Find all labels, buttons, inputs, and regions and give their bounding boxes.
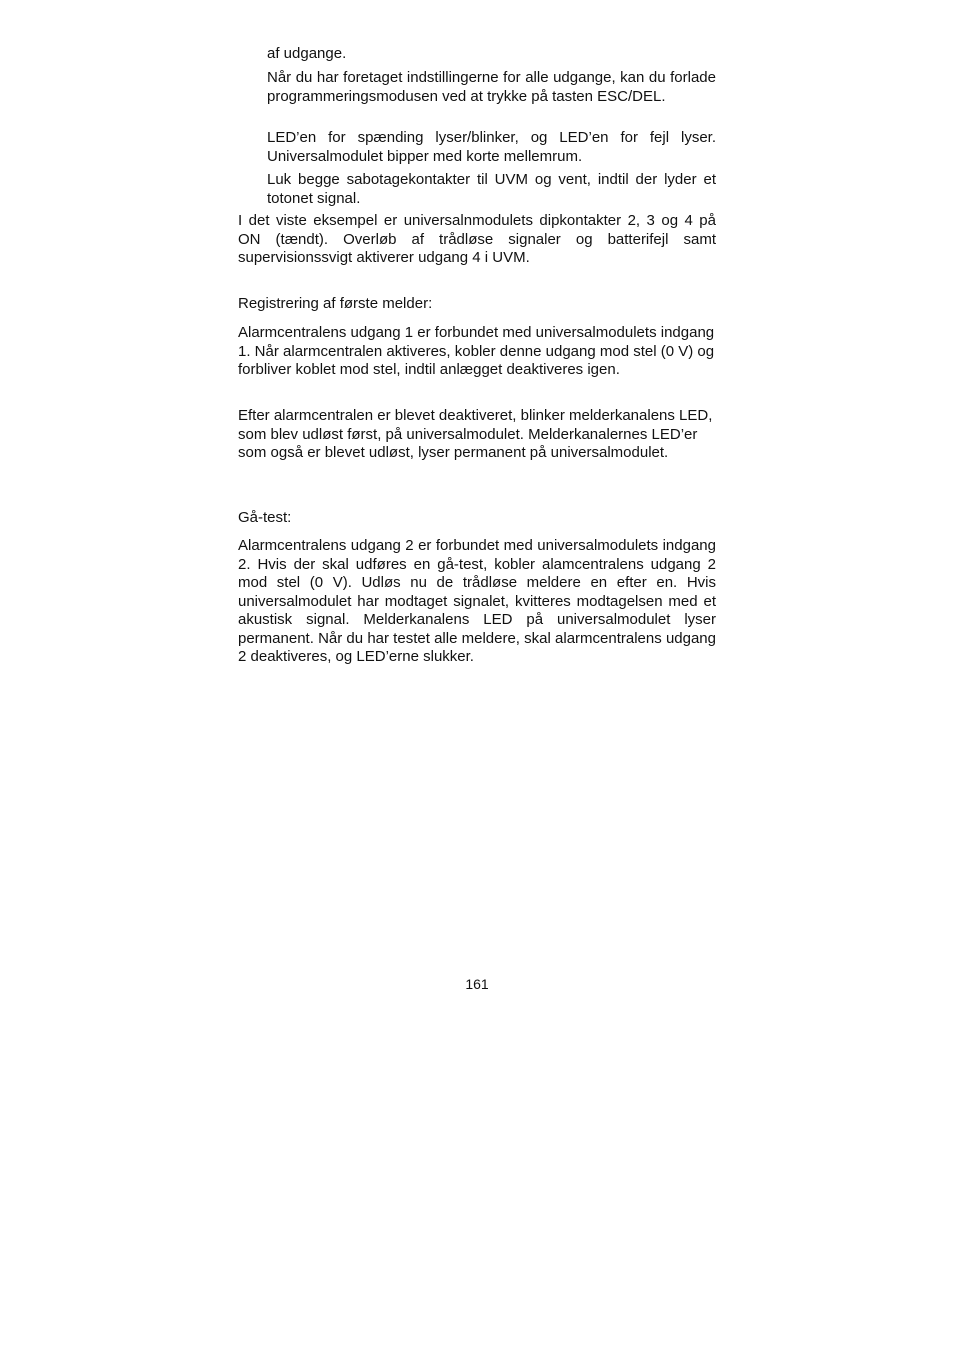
paragraph-exit-programming: Når du har foretaget indstillingerne for alle udgange, kan du forlade programmeringsmodusen ved at trykke på tasten ESC/DEL. [267,69,716,105]
paragraph-output-1: Alarmcentralens udgang 1 er forbundet med universalmodulets indgang 1. Når alarmcentralen aktiveres, kobler denne udgang mod stel (0 V) og forbliver koblet mod stel, indtil anlægget deaktiveres igen. [238,324,715,378]
paragraph-sabotage-contacts: Luk begge sabotagekontakter til UVM og vent, indtil der lyder et totonet signal. [267,171,716,207]
paragraph-led-status: LED’en for spænding lyser/blinker, og LED’en for fejl lyser. Universalmodulet bipper med korte mellemrum. [267,129,716,165]
document-page [238,0,716,1350]
paragraph-example: I det viste eksempel er universalnmodulets dipkontakter 2, 3 og 4 på ON (tændt). Overløb af trådløse signaler og batterifejl samt supervisionssvigt aktiverer udgang 4 i UVM. [238,212,716,266]
paragraph-after-deactivation: Efter alarmcentralen er blevet deaktiveret, blinker melderkanalens LED, som blev udløst først, på universalmodulet. Melderkanalernes LED’er som også er blevet udløst, lyser permanent på universalmodulet. [238,407,713,461]
paragraph-continuation: af udgange. [267,45,347,62]
section-heading-walk-test: Gå-test: [238,509,292,526]
paragraph-walk-test: Alarmcentralens udgang 2 er forbundet med universalmodulets indgang 2. Hvis der skal udføres en gå-test, kobler alamcentralens udgang 2 mod stel (0 V). Udløs nu de trådløse meldere en efter en. Hvis universalmodulet har modtaget signalet, kvitteres modtagelsen med et akustisk signal. Melderkanalens LED på universalmodulet lyser permanent. Når du har testet alle meldere, skal alarmcentralens udgang 2 deaktiveres, og LED’erne slukker. [238,537,716,665]
section-heading-first-detector: Registrering af første melder: [238,295,433,312]
page-number: 161 [465,976,489,992]
